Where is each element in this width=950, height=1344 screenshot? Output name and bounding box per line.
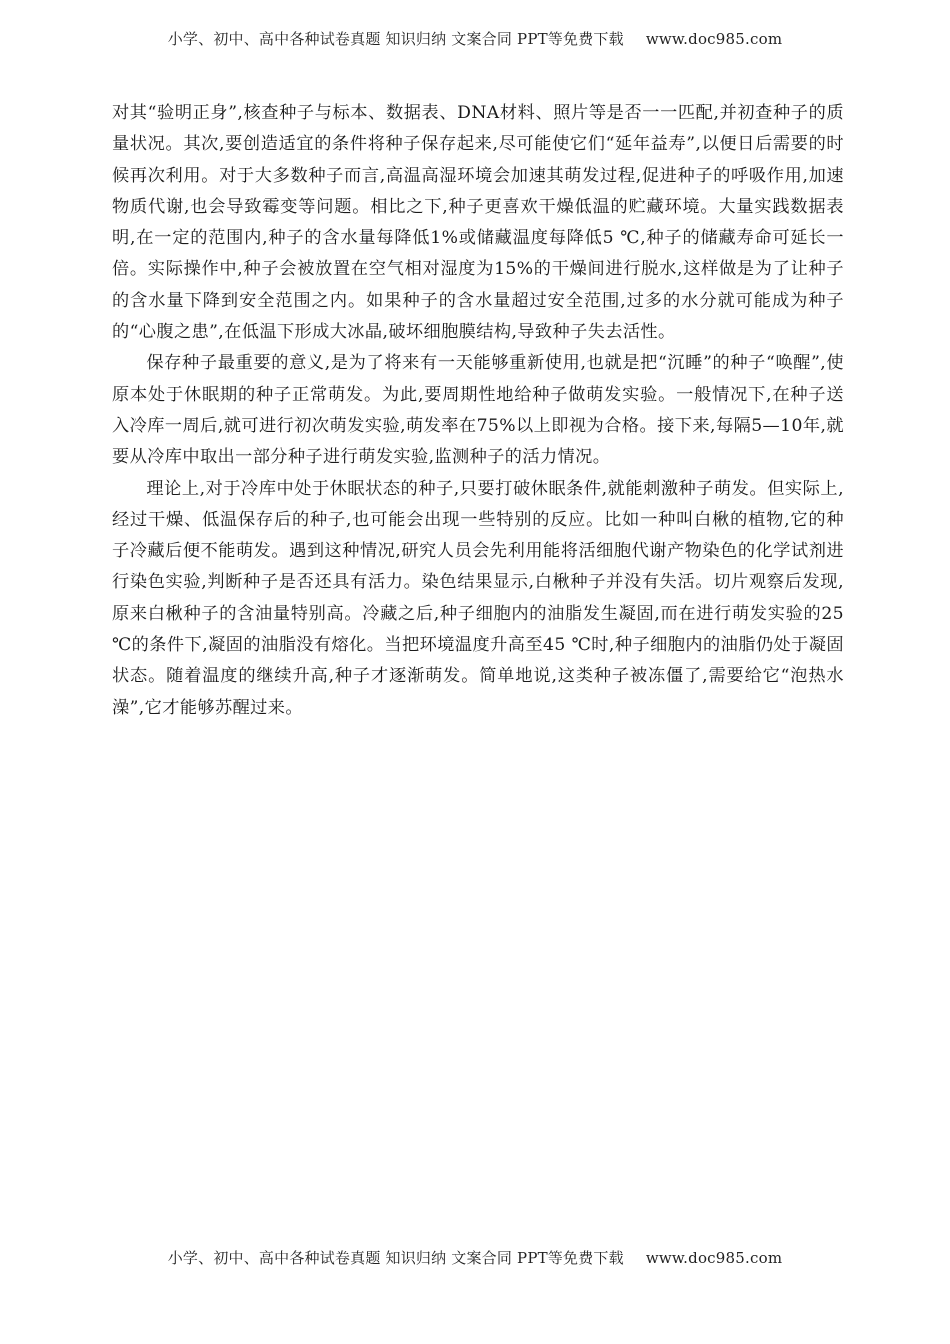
header-site-link[interactable]: www.doc985.com <box>645 30 783 48</box>
page-header <box>0 28 950 49</box>
footer-site-link[interactable]: www.doc985.com <box>645 1249 783 1267</box>
page-footer <box>0 1247 950 1268</box>
paragraph-3: 理论上,对于冷库中处于休眠状态的种子,只要打破休眠条件,就能刺激种子萌发。但实际上,经过干燥、低温保存后的种子,也可能会出现一些特别的反应。比如一种叫白楸的植物,它的种子冷藏后便不能萌发。遇到这种情况,研究人员会先利用能将活细胞代谢产物染色的化学试剂进行染色实验,判断种子是否还具有活力。染色结果显示,白楸种子并没有失活。切片观察后发现,原来白楸种子的含油量特别高。冷藏之后,种子细胞内的油脂发生凝固,而在进行萌发实验的25 ℃的条件下,凝固的油脂没有熔化。当把环境温度升高至45 ℃时,种子细胞内的油脂仍处于凝固状态。随着温度的继续升高,种子才逐渐萌发。简单地说,这类种子被冻僵了,需要给它“泡热水澡”,它才能够苏醒过来。 <box>112 478 844 718</box>
paragraph-2: 保存种子最重要的意义,是为了将来有一天能够重新使用,也就是把“沉睡”的种子“唤醒”,使原本处于休眠期的种子正常萌发。为此,要周期性地给种子做萌发实验。一般情况下,在种子送入冷库一周后,就可进行初次萌发实验,萌发率在75%以上即视为合格。接下来,每隔5—10年,就要从冷库中取出一部分种子进行萌发实验,监测种子的活力情况。 <box>112 353 844 468</box>
header-text: 小学、初中、高中各种试卷真题 知识归纳 文案合同 PPT等免费下载 <box>167 30 624 48</box>
footer-text: 小学、初中、高中各种试卷真题 知识归纳 文案合同 PPT等免费下载 <box>167 1249 624 1267</box>
document-body <box>112 98 844 724</box>
paragraph-1: 对其“验明正身”,核查种子与标本、数据表、DNA材料、照片等是否一一匹配,并初查种子的质量状况。其次,要创造适宜的条件将种子保存起来,尽可能使它们“延年益寿”,以便日后需要的时候再次利用。对于大多数种子而言,高温高湿环境会加速其萌发过程,促进种子的呼吸作用,加速物质代谢,也会导致霉变等问题。相比之下,种子更喜欢干燥低温的贮藏环境。大量实践数据表明,在一定的范围内,种子的含水量每降低1%或储藏温度每降低5 ℃,种子的储藏寿命可延长一倍。实际操作中,种子会被放置在空气相对湿度为15%的干燥间进行脱水,这样做是为了让种子的含水量下降到安全范围之内。如果种子的含水量超过安全范围,过多的水分就可能成为种子的“心腹之患”,在低温下形成大冰晶,破坏细胞膜结构,导致种子失去活性。 <box>112 103 844 343</box>
